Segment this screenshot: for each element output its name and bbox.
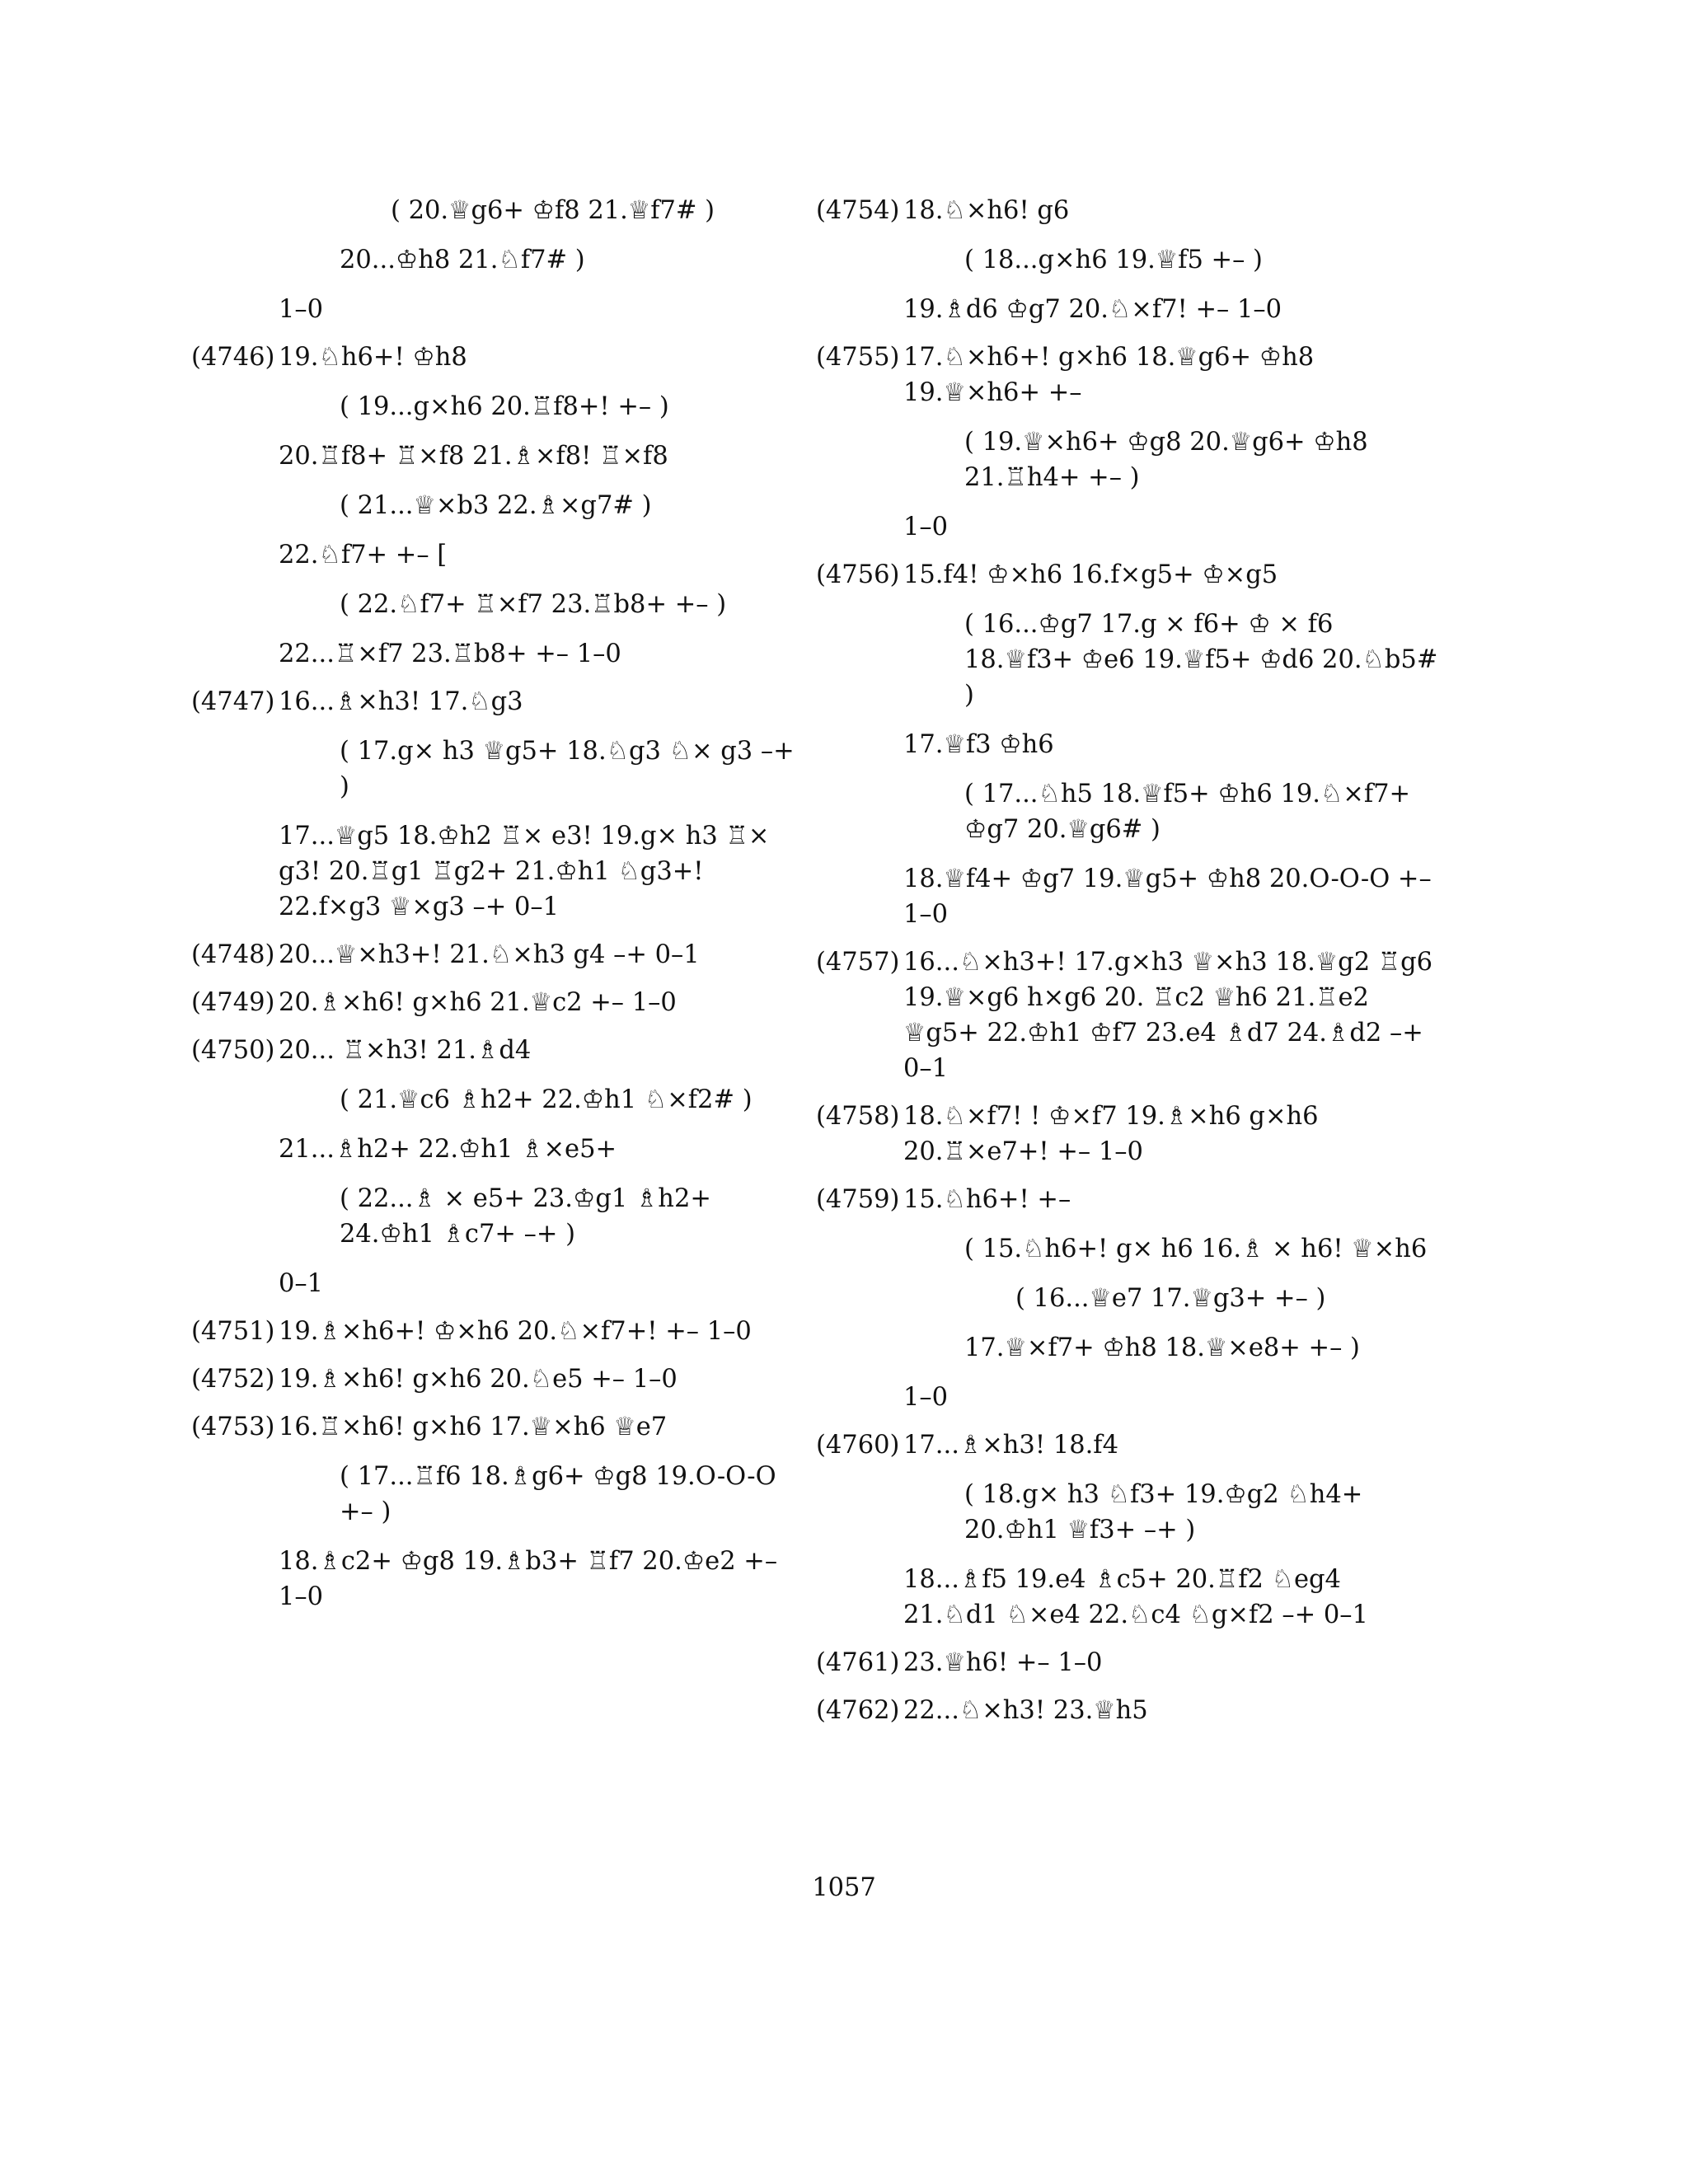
variation-line: 17.♕×f7+ ♔h8 18.♕×e8+ +– )	[964, 1333, 1360, 1362]
entry-4760	[816, 1427, 1442, 1633]
entry-4753	[191, 1409, 805, 1615]
move-line: 18...♗f5 19.e4 ♗c5+ 20.♖f2 ♘eg4 21.♘d1 ♘×e4 22.♘c4 ♘g×f2 –+ 0–1	[903, 1565, 1368, 1629]
move-line: 20...♕×h3+! 21.♘×h3 g4 –+ 0–1	[279, 940, 700, 969]
move-line: 18.♘×h6! g6	[903, 196, 1070, 225]
entry-number: (4751)	[191, 1317, 275, 1346]
variation-line: ( 17...♖f6 18.♗g6+ ♔g8 19.O-O-O +– )	[340, 1462, 776, 1526]
move-line: 16...♘×h3+! 17.g×h3 ♕×h3 18.♕g2 ♖g6 19.♕×g6 h×g6 20. ♖c2 ♕h6 21.♖e2 ♕g5+ 22.♔h1 ♔f7 23.e4 ♗d7 24.♗d2 –+ 0–1	[903, 948, 1433, 1083]
move-line: 18.♗c2+ ♔g8 19.♗b3+ ♖f7 20.♔e2 +– 1–0	[279, 1547, 778, 1611]
entry-4762	[816, 1693, 1442, 1728]
move-line: 17...♕g5 18.♔h2 ♖× e3! 19.g× h3 ♖× g3! 20.♖g1 ♖g2+ 21.♔h1 ♘g3+! 22.f×g3 ♕×g3 –+ 0–1	[279, 822, 770, 921]
entry-4754	[816, 193, 1442, 327]
entry-number: (4753)	[191, 1413, 275, 1441]
move-line: 17.♘×h6+! g×h6 18.♕g6+ ♔h8 19.♕×h6+ +–	[903, 343, 1315, 407]
move-line: 20.♗×h6! g×h6 21.♕c2 +– 1–0	[279, 988, 677, 1017]
left-column	[191, 193, 805, 1627]
move-line: 20.♖f8+ ♖×f8 21.♗×f8! ♖×f8	[279, 442, 668, 471]
move-line: 22...♖×f7 23.♖b8+ +– 1–0	[279, 640, 621, 668]
entry-number: (4756)	[816, 560, 900, 589]
move-line: 19.♗×h6! g×h6 20.♘e5 +– 1–0	[279, 1365, 678, 1394]
move-line: 22...♘×h3! 23.♕h5	[903, 1696, 1148, 1725]
variation-line: ( 19.♕×h6+ ♔g8 20.♕g6+ ♔h8 21.♖h4+ +– )	[964, 428, 1368, 492]
move-line: 17...♗×h3! 18.f4	[903, 1431, 1118, 1460]
move-line: 15.f4! ♔×h6 16.f×g5+ ♔×g5	[903, 560, 1278, 589]
entry-number: (4752)	[191, 1365, 275, 1394]
entry-number: (4750)	[191, 1036, 275, 1065]
variation-line: ( 21...♕×b3 22.♗×g7# )	[340, 491, 652, 520]
move-line: 18.♕f4+ ♔g7 19.♕g5+ ♔h8 20.O-O-O +– 1–0	[903, 865, 1432, 929]
move-line: 22.♘f7+ +– [	[279, 541, 448, 569]
entry-4749	[191, 985, 805, 1020]
entry-4757	[816, 944, 1442, 1086]
entry-number: (4748)	[191, 940, 275, 969]
variation-line: ( 18...g×h6 19.♕f5 +– )	[964, 246, 1263, 274]
variation-line: ( 21.♕c6 ♗h2+ 22.♔h1 ♘×f2# )	[340, 1085, 753, 1114]
move-line: 19.♗×h6+! ♔×h6 20.♘×f7+! +– 1–0	[279, 1317, 752, 1346]
entry-number: (4749)	[191, 988, 275, 1017]
page-number: 1057	[812, 1873, 876, 1902]
variation-line: ( 17...♘h5 18.♕f5+ ♔h6 19.♘×f7+ ♔g7 20.♕g6# )	[964, 780, 1411, 844]
entry-number: (4747)	[191, 687, 275, 716]
entry-4761	[816, 1645, 1442, 1680]
move-line: 16...♗×h3! 17.♘g3	[279, 687, 523, 716]
result-line: 1–0	[903, 1383, 949, 1412]
entry-continuation	[191, 193, 805, 327]
entry-4747	[191, 684, 805, 925]
result-line: 1–0	[903, 513, 949, 541]
move-line: 16.♖×h6! g×h6 17.♕×h6 ♕e7	[279, 1413, 668, 1441]
variation-line: ( 19...g×h6 20.♖f8+! +– )	[340, 392, 669, 421]
entry-4759	[816, 1182, 1442, 1415]
entry-number: (4761)	[816, 1648, 900, 1677]
entry-number: (4758)	[816, 1102, 900, 1131]
entry-number: (4760)	[816, 1431, 900, 1460]
entry-4748	[191, 937, 805, 972]
move-line: 17.♕f3 ♔h6	[903, 730, 1054, 759]
entry-4752	[191, 1361, 805, 1397]
variation-line: ( 18.g× h3 ♘f3+ 19.♔g2 ♘h4+ 20.♔h1 ♕f3+ –+ )	[964, 1480, 1363, 1544]
move-line: 21...♗h2+ 22.♔h1 ♗×e5+	[279, 1135, 617, 1164]
result-line: 0–1	[279, 1269, 324, 1298]
variation-line: ( 22.♘f7+ ♖×f7 23.♖b8+ +– )	[340, 590, 727, 619]
move-line: 19.♘h6+! ♔h8	[279, 343, 467, 372]
variation-line: ( 20.♕g6+ ♔f8 21.♕f7# )	[391, 196, 715, 225]
entry-number: (4755)	[816, 343, 900, 372]
right-column	[816, 193, 1442, 1741]
entry-number: (4762)	[816, 1696, 900, 1725]
entry-number: (4757)	[816, 948, 900, 977]
move-line: 20... ♖×h3! 21.♗d4	[279, 1036, 532, 1065]
subvariation-line: ( 16...♕e7 17.♕g3+ +– )	[1015, 1284, 1326, 1313]
variation-line: ( 16...♔g7 17.g × f6+ ♔ × f6 18.♕f3+ ♔e6 19.♕f5+ ♔d6 20.♘b5# )	[964, 610, 1438, 710]
variation-line: ( 22...♗ × e5+ 23.♔g1 ♗h2+ 24.♔h1 ♗c7+ –+ )	[340, 1184, 711, 1249]
move-line: 20...♔h8 21.♘f7# )	[340, 246, 585, 274]
result-line: 1–0	[279, 295, 324, 324]
entry-4746	[191, 340, 805, 672]
entry-4751	[191, 1314, 805, 1349]
move-line: 18.♘×f7! ! ♔×f7 19.♗×h6 g×h6 20.♖×e7+! +– 1–0	[903, 1102, 1319, 1166]
entry-number: (4746)	[191, 343, 275, 372]
entry-number: (4759)	[816, 1185, 900, 1214]
move-line: 23.♕h6! +– 1–0	[903, 1648, 1103, 1677]
move-line: 19.♗d6 ♔g7 20.♘×f7! +– 1–0	[903, 295, 1282, 324]
entry-4758	[816, 1099, 1442, 1169]
entry-number: (4754)	[816, 196, 900, 225]
move-line: 15.♘h6+! +–	[903, 1185, 1071, 1214]
variation-line: ( 17.g× h3 ♕g5+ 18.♘g3 ♘× g3 –+ )	[340, 737, 795, 801]
variation-line: ( 15.♘h6+! g× h6 16.♗ × h6! ♕×h6	[964, 1235, 1428, 1263]
entry-4756	[816, 557, 1442, 932]
entry-4755	[816, 340, 1442, 545]
entry-4750	[191, 1033, 805, 1301]
